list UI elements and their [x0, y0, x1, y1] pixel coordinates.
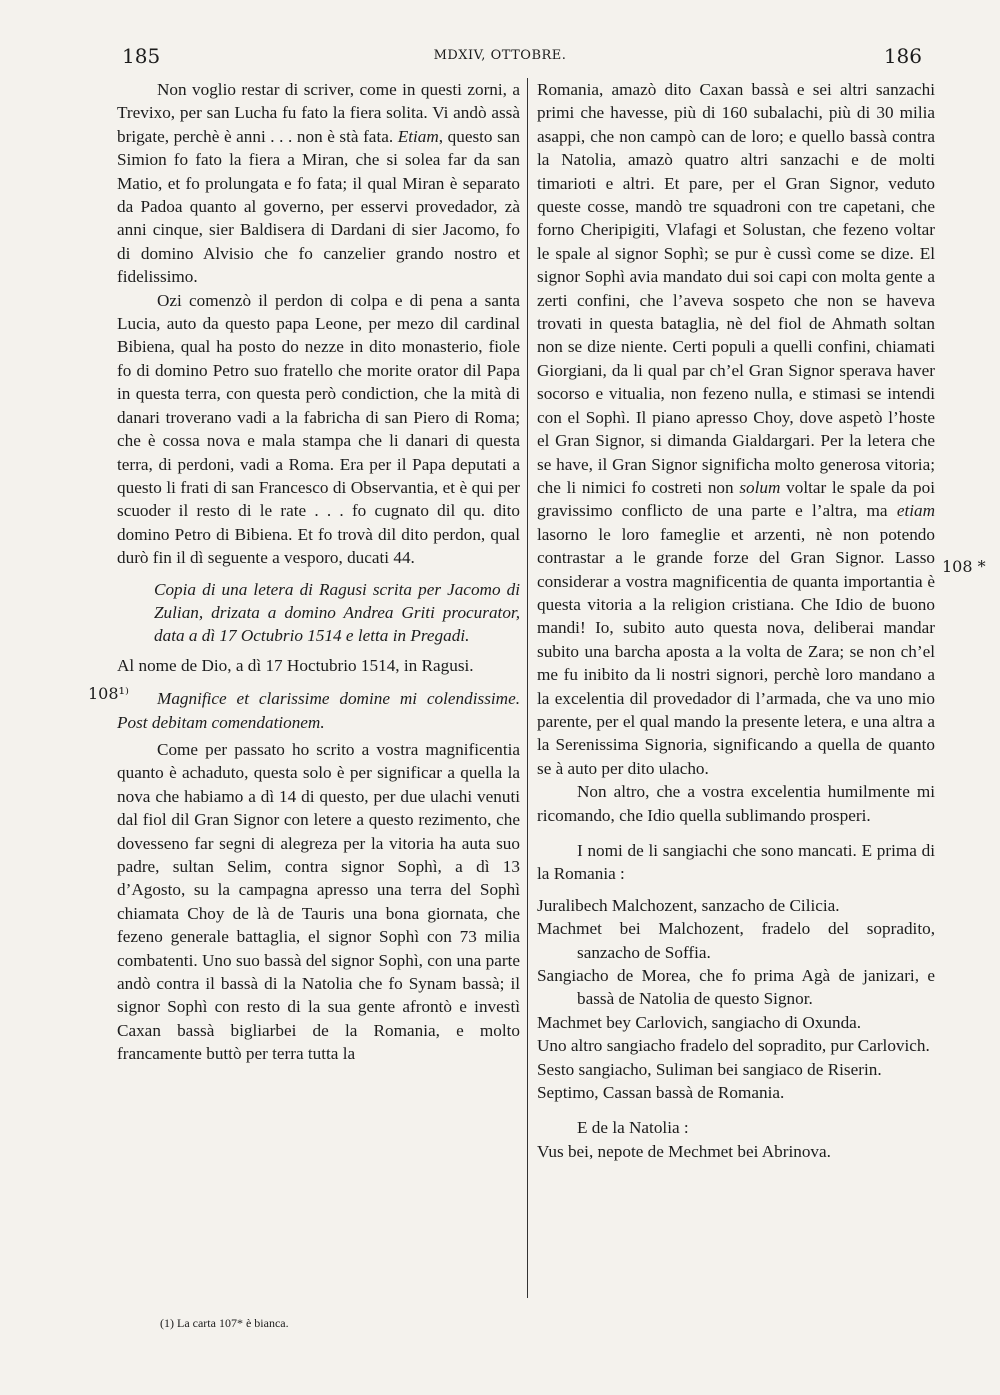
list-item: Juralibech Malchozent, sanzacho de Cilicia.	[537, 895, 840, 915]
list-item: Uno altro sangiacho fradelo del sopradito, pur Carlovich.	[537, 1036, 930, 1056]
page-header	[0, 44, 1000, 74]
letter-salutation: Magnifice et clarissime domine mi colendissime. Post debitam comendationem.	[117, 689, 520, 732]
list-item: Machmet bey Carlovich, sangiacho di Oxunda.	[537, 1012, 862, 1032]
paragraph: Romania, amazò dito Caxan bassà e sei altri sanzachi primi che havesse, più di 160 subalachi, più di 30 milia asappi, che non campò can de loro; e quello bassà contra la Natolia, amazò quatro altri sanzachi e de molti timarioti e altri. Et pare, per el Gran Signor, veduto queste cosse, mandò tre squadroni con tre capetani, che forno Cheripigiti, Vlafagi et Solustan, che fezeno voltar le spale al signor Sophì; se pur è cussì come se dize. El signor Sophì avia mandato dui soi capi con molta gente a zerti confini, che l’aveva sospeto che non se haveva trovati in questa bataglia, nè del fiol de Ahmath soltan non se dize niente. Certi populi a quelli confini, chiamati Giorgiani, da li qual par ch’el Gran Signor sperava haver socorso e vitualia, non fezeno nulla, e stimasi se intendi con el Sophì. Il piano apresso Choy, dove aspetò l’hoste el Gran Signor, si dimanda Gialdargari. Per la letera che se have, il Gran Signor significha molto generosa vitoria; che li nimici fo costreti non solum voltar le spale da poi gravissimo conflicto de una parte e l’altra, ma etiam lasorno le loro fameglie et arzenti, nè non potendo contrastar a le grande forze del Gran Signor. Lasso considerar a vostra magnificentia de quanta importantia è questa vitoria a la religion cristiana. Che Idio de buono mandi! Io, subito auto questa nova, deliberai mandar subito una barcha aposta a la volta de Zara; se non ch’el me fu inibito da li nostri signori, perchè loro mandano a la excelentia dil provedador di l’armada, che va uno mio parente, per el qual mando la presente letera, e una altra a la Serenissima Signoria, significando a quella de quanto se à auto per dito ulacho.	[537, 80, 935, 778]
footnote: (1) La carta 107* è bianca.	[160, 1316, 289, 1330]
sangiachi-list	[537, 894, 935, 1105]
column-divider	[527, 78, 528, 1298]
left-page-number: 185	[122, 44, 161, 68]
list-item: Machmet bei Malchozent, fradelo del sopradito, sanzacho de Soffia.	[537, 919, 935, 962]
right-column	[537, 78, 935, 1163]
margin-folio-marker: 108¹⁾	[88, 684, 129, 703]
paragraph: I nomi de li sangiachi che sono mancati. E prima di la Romania :	[537, 841, 935, 884]
left-column	[117, 78, 520, 1066]
paragraph: Ozi comenzò il perdon di colpa e di pena a santa Lucia, auto da questo papa Leone, per mezo dil cardinal Bibiena, qual ha posto do nezze in dito monasterio, fiole fo di domino Petro suo fratello che morite orator dil Papa in questa terra, con questa però condiction, che la mità di danari troverano vadi a la fabricha di san Piero di Roma; che è cossa nova e mala stampa che li danari di questa terra, di perdoni, vadi a Roma. Era per il Papa deputati a questo li frati di san Francesco di Observantia, et è qui per scuoder il resto di le rate . . . fo cugnato dil qu. dito domino Petro di Bibiena. Et fo trovà dil dito perdon, qual durò fin il dì seguente a vesporo, ducati 44.	[117, 290, 520, 568]
right-page-number: 186	[883, 44, 922, 68]
list-item: Sangiacho de Morea, che fo prima Agà de janizari, e bassà de Natolia de questo Signor.	[537, 966, 935, 1009]
paragraph: Come per passato ho scrito a vostra magnificentia quanto è achaduto, questa solo è per significar a quella la nova che habiamo a dì 14 di questo, per due ulachi venuti dal fiol dil Gran Signor con letere a questo rezimento, che dovesseno far segni di alegreza per la vitoria ha auta suo padre, sultan Selim, contra signor Sophì, a dì 13 d’Agosto, su la campagna apresso una terra del Sophì chiamata Choy de là de Tauris una bona giornata, che fezeno generale battaglia, el signor Sophì con 73 milia combatenti. Uno suo bassà del signor Sophì, con una parte andò contra il bassà di la Natolia che fo Synam bassà; il signor Sophì con resto di la sua gente afrontò e investì Caxan bassà bigliarbei de la Romania, e molto francamente buttò per terra tutta la	[117, 739, 520, 1064]
running-title: MDXIV, OTTOBRE.	[433, 48, 567, 63]
list-item: Septimo, Cassan bassà de Romania.	[537, 1083, 785, 1103]
paragraph: Non voglio restar di scriver, come in questi zorni, a Trevixo, per san Lucha fu fato la fiera solita. Vi andò assà brigate, perchè è anni . . . non è stà fata. Etiam, questo san Simion fo fato la fiera a Miran, che si solea far da san Matio, et fo prolungata e fo fata; il qual Miran è separato da Padoa quanto al governo, per esservi provedador, zà anni cinque, sier Baldisera di Dardani di sier Jacomo, fo di domino Alvisio che fo canzelier grando nostro et fidelissimo.	[117, 80, 520, 287]
margin-folio-marker: 108 *	[942, 557, 986, 576]
paragraph: E de la Natolia :	[577, 1118, 689, 1138]
list-item: Sesto sangiacho, Suliman bei sangiaco de Riserin.	[537, 1059, 882, 1079]
letter-heading: Copia di una letera di Ragusi scrita per Jacomo di Zulian, drizata a domino Andrea Griti procurator, data a dì 17 Octubrio 1514 e letta in Pregadi.	[154, 579, 520, 646]
paragraph: Non altro, che a vostra excelentia humilmente mi ricomando, che Idio quella sublimando prosperi.	[537, 782, 935, 825]
list-item: Vus bei, nepote de Mechmet bei Abrinova.	[537, 1141, 831, 1161]
letter-dateline: Al nome de Dio, a dì 17 Hoctubrio 1514, in Ragusi.	[117, 655, 474, 675]
